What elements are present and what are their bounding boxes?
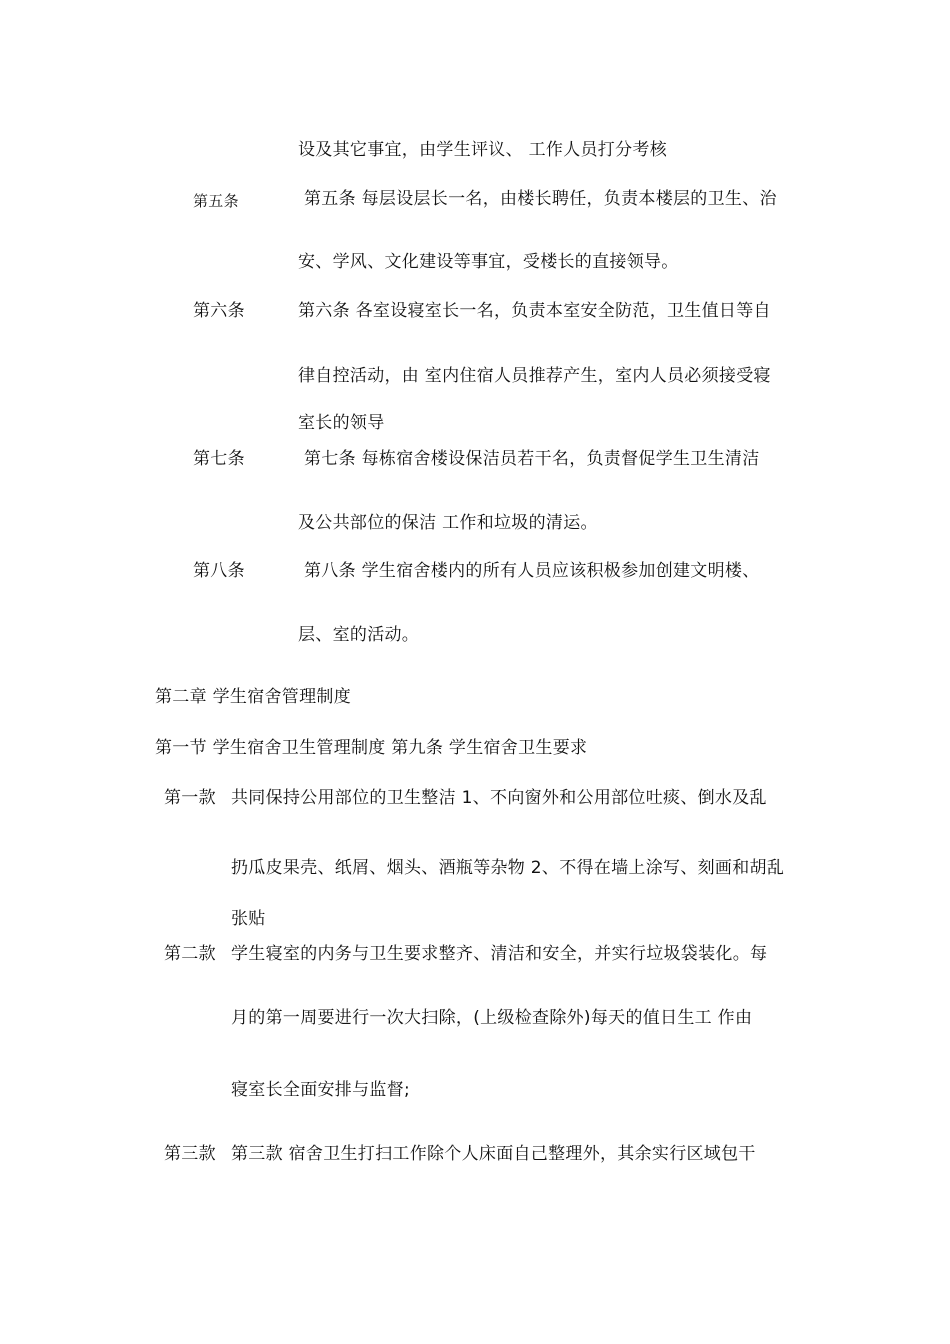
article-text-line: 律自控活动，由 室内住宿人员推荐产生，室内人员必须接受寝 [298,366,771,386]
clause-text-line: 扔瓜皮果壳、纸屑、烟头、酒瓶等杂物 2、不得在墙上涂写、刻画和胡乱 [231,858,785,878]
clause-text-line: 寝室长全面安排与监督; [231,1080,411,1100]
article-text-line: 层、室的活动。 [298,625,420,645]
article-text-line: 室长的领导 [298,413,385,433]
paragraph-line: 设及其它事宜，由学生评议、 工作人员打分考核 [298,140,668,160]
clause-text-line: 张贴 [231,909,266,929]
clause-label: 第一款 [164,788,216,808]
clause-text-line: 第三款 宿舍卫生打扫工作除个人床面自己整理外，其余实行区域包干 [231,1144,756,1164]
article-text-line: 第六条 各室设寝室长一名，负责本室安全防范，卫生值日等自 [298,301,771,321]
clause-text-line: 共同保持公用部位的卫生整洁 1、不向窗外和公用部位吐痰、倒水及乱 [231,788,767,808]
article-text-line: 第七条 每栋宿舍楼设保洁员若干名，负责督促学生卫生清洁 [304,449,760,469]
chapter-heading: 第二章 学生宿舍管理制度 [155,687,352,707]
clause-label: 第二款 [164,944,216,964]
article-text-line: 安、学风、文化建设等事宜，受楼长的直接领导。 [298,252,679,272]
article-label: 第七条 [193,449,245,469]
article-label: 第六条 [193,301,245,321]
article-text-line: 及公共部位的保洁 工作和垃圾的清运。 [298,513,598,533]
article-label: 第五条 [193,192,239,210]
article-text-line: 第八条 学生宿舍楼内的所有人员应该积极参加创建文明楼、 [304,561,760,581]
clause-label: 第三款 [164,1144,216,1164]
clause-text-line: 月的第一周要进行一次大扫除，(上级检查除外)每天的值日生工 作由 [231,1008,753,1028]
section-heading: 第一节 学生宿舍卫生管理制度 第九条 学生宿舍卫生要求 [155,738,588,758]
article-text-line: 第五条 每层设层长一名，由楼长聘任，负责本楼层的卫生、治 [304,189,777,209]
clause-text-line: 学生寝室的内务与卫生要求整齐、清洁和安全，并实行垃圾袋装化。每 [231,944,768,964]
article-label: 第八条 [193,561,245,581]
